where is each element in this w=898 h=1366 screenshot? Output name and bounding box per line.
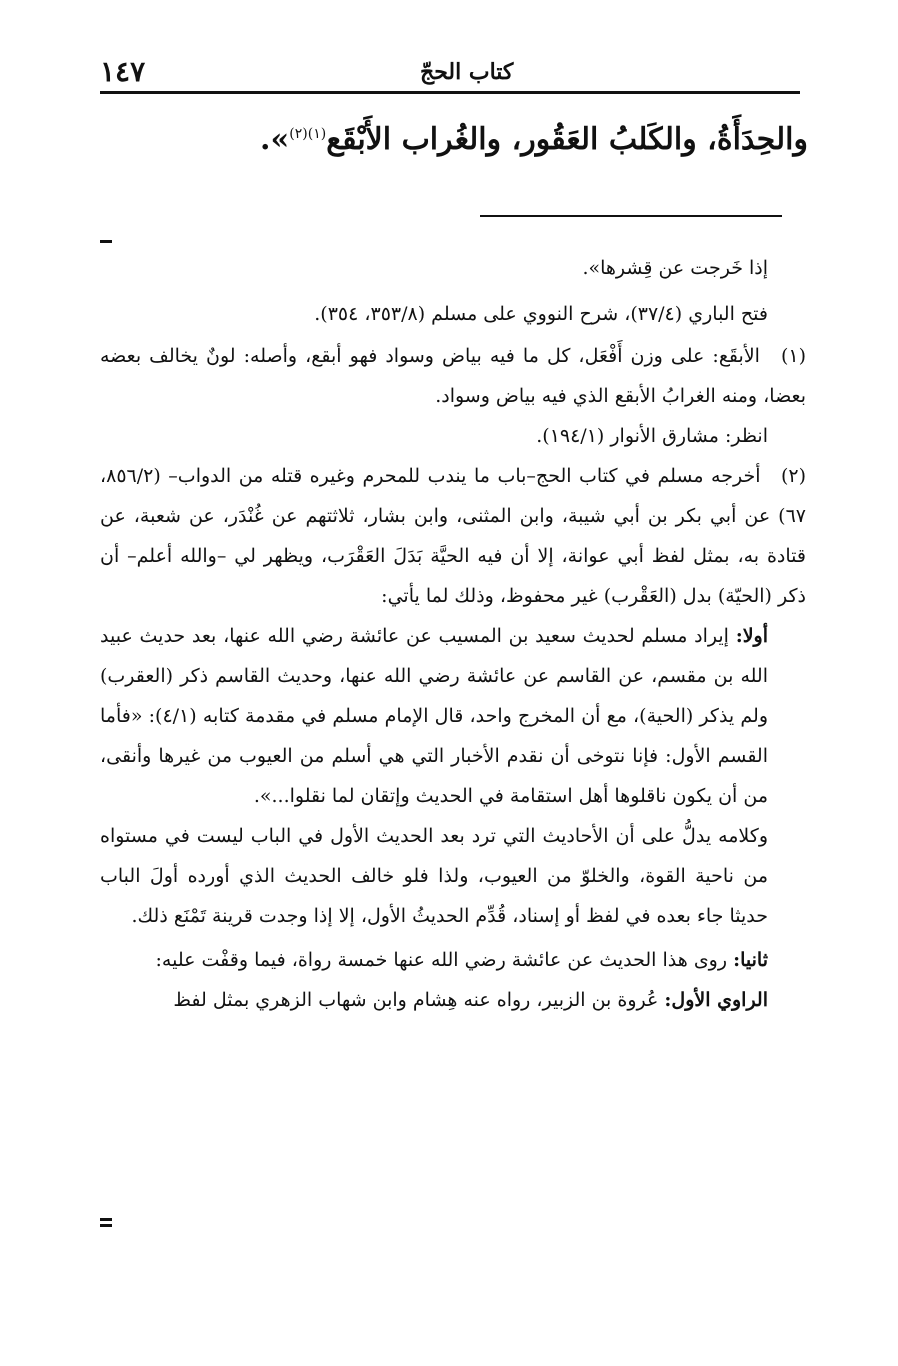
continuation-mark-top	[100, 240, 112, 243]
main-text-line	[88, 112, 808, 162]
footnote-2-text: أخرجه مسلم في كتاب الحج–باب ما يندب للمحرم وغيره قتله من الدواب– (٨٥٦/٢، ٦٧) عن أبي بكر بن أبي شيبة، وابن المثنى، وابن بشار، ثلاثتهم عن غُنْدَر، عن شعبة، عن قتادة به، بمثل لفظ أبي عوانة، إلا أن فيه الحيَّة بَدَلَ العَقْرَب، ويظهر لي –والله أعلم– أن ذكر (الحيّة) بدل (العَقْرب) غير محفوظ، وذلك لما يأتي:	[100, 465, 806, 607]
continuation-mark-bottom	[100, 1218, 112, 1221]
page-header	[100, 55, 800, 95]
footnote-separator	[480, 215, 782, 217]
first-point-label: أولا:	[735, 625, 768, 647]
footnote-1-number: (١)	[780, 345, 807, 367]
chapter-title: كتاب الحجّ	[420, 59, 514, 85]
footnote-2-number: (٢)	[780, 465, 807, 487]
footnote-1-ref: انظر: مشارق الأنوار (١٩٤/١).	[536, 425, 768, 447]
header-rule	[100, 91, 800, 94]
footnote-2-first-point	[100, 616, 806, 816]
footnote-2	[100, 456, 806, 616]
footnote-2-second-point	[100, 940, 806, 980]
footnote-continuation: إذا خَرجت عن قِشرها».	[582, 257, 768, 279]
narrator-label: الراوي الأول:	[664, 989, 768, 1011]
footnote-1-text: الأبقَع: على وزن أَفْعَل، كل ما فيه بياض وسواد فهو أبقع، وأصله: لونٌ يخالف بعضه بعضا، ومنه الغرابُ الأبقع الذي فيه بياض وسواد.	[100, 345, 806, 407]
narrator-text: عُروة بن الزبير، رواه عنه هِشام وابن شهاب الزهري بمثل لفظ	[173, 989, 659, 1011]
footnote-2-paragraph: وكلامه يدلُّ على أن الأحاديث التي ترد بعد الحديث الأول في الباب ليست في مستواه من ناحية القوة، والخلوّ من العيوب، ولذا فلو خالف الحديث الذي أورده أولَ الباب حديثا جاء بعده في لفظ أو إسناد، قُدِّم الحديثُ الأول، إلا إذا وجدت قرينة تَمْنَع ذلك.	[100, 825, 768, 927]
main-text: والحِدَأَةُ، والكَلبُ العَقُور، والغُراب الأَبْقَع	[326, 122, 808, 157]
first-point-text: إيراد مسلم لحديث سعيد بن المسيب عن عائشة رضي الله عنها، بعد حديث عبيد الله بن مقسم، عن القاسم عن عائشة رضي الله عنها، وحديث القاسم ذكر (العقرب) ولم يذكر (الحية)، مع أن المخرج واحد، قال الإمام مسلم في مقدمة كتابه (٤/١): «فأما القسم الأول: فإنا نتوخى أن نقدم الأخبار التي هي أسلم من العيوب من غيرها وأنقى، من أن يكون ناقلوها أهل استقامة في الحديث وإتقان لما نقلوا...».	[100, 625, 768, 807]
second-point-text: روى هذا الحديث عن عائشة رضي الله عنها خمسة رواة، فيما وقفْت عليه:	[155, 949, 728, 971]
footnotes-block	[100, 248, 806, 1020]
footnote-markers: (١)(٢)	[289, 126, 327, 142]
page-number: ١٤٧	[100, 55, 146, 88]
footnote-1	[100, 336, 806, 416]
second-point-label: ثانيا:	[733, 949, 768, 971]
main-text-closing: ».	[260, 122, 290, 157]
footnote-ref-fath: فتح الباري (٣٧/٤)، شرح النووي على مسلم (٣٥٣/٨، ٣٥٤).	[314, 303, 768, 325]
footnote-2-narrator	[100, 980, 806, 1020]
